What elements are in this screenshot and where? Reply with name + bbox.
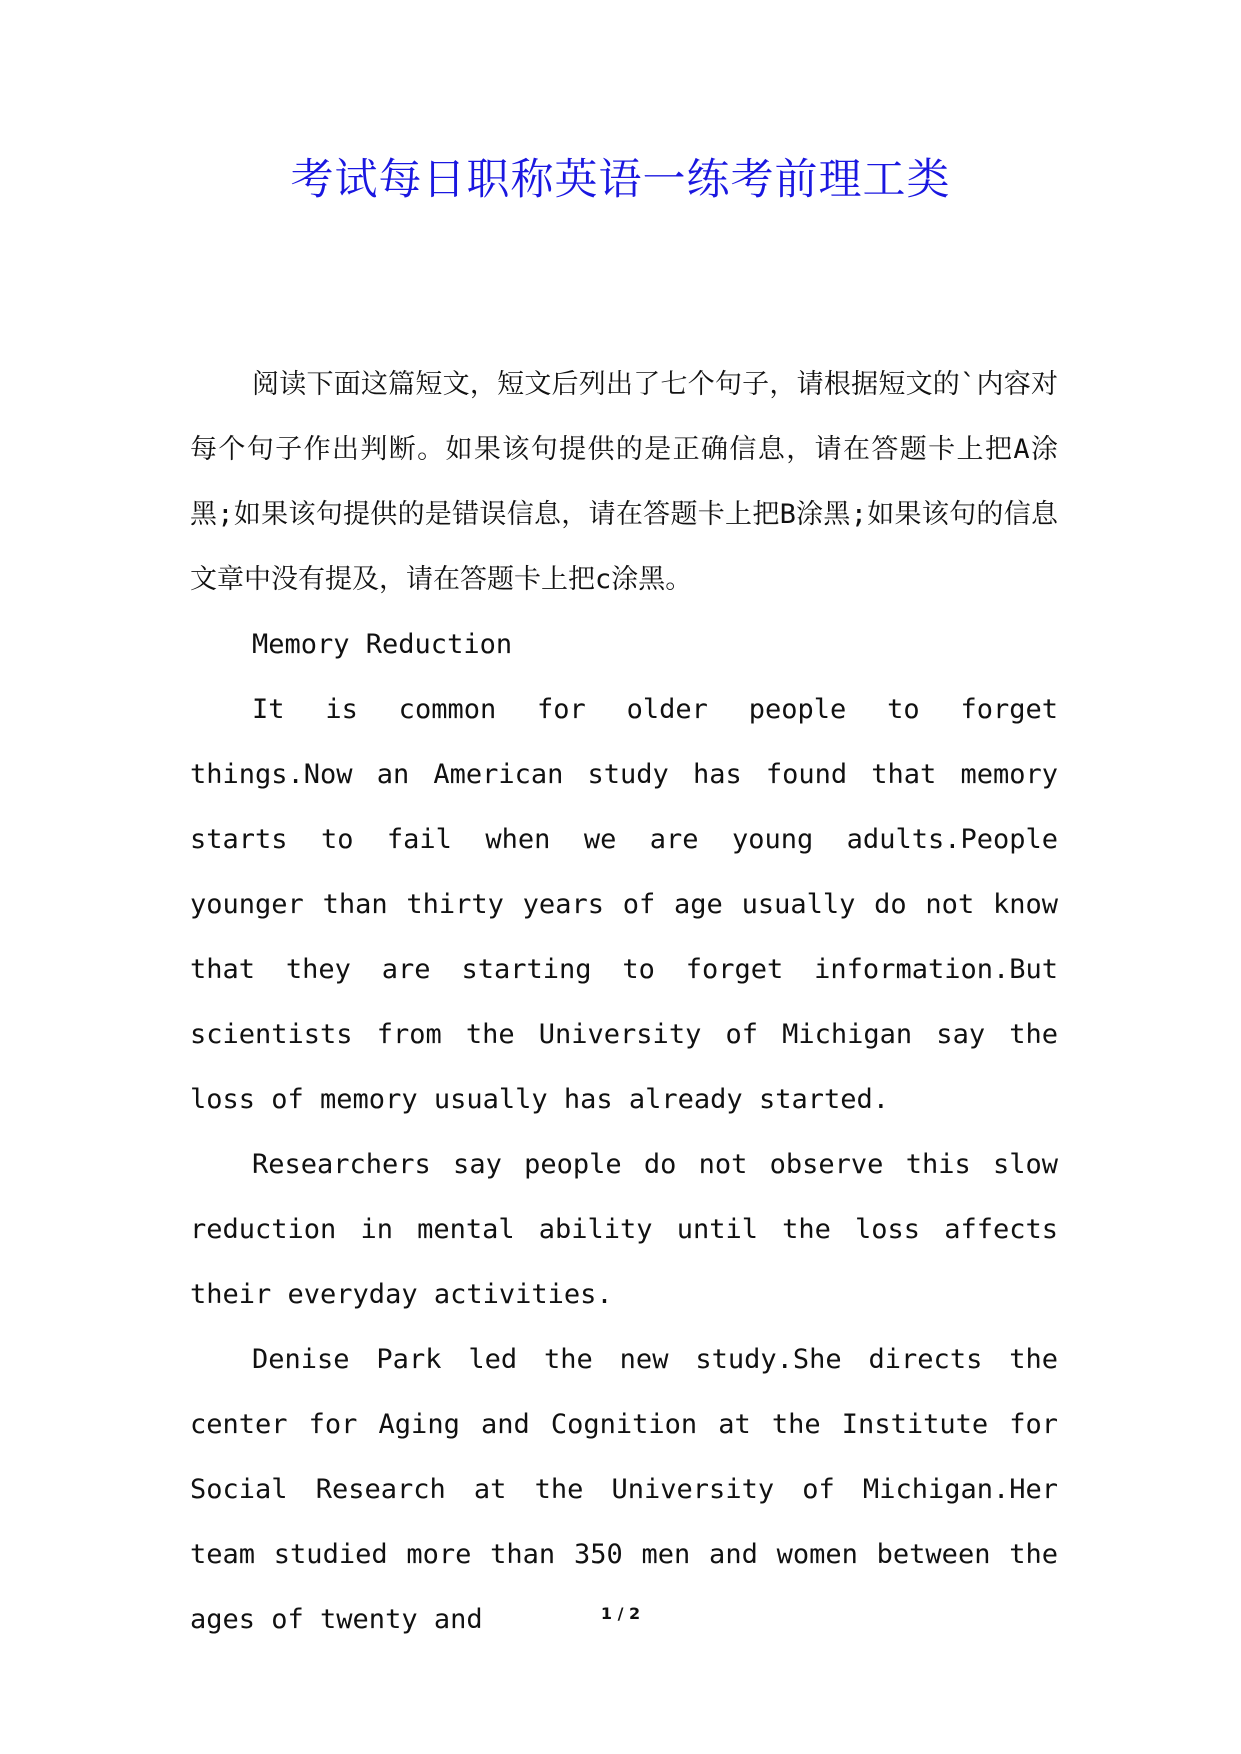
passage-paragraph-3: Denise Park led the new study.She directs the center for Aging and Cognition at the Institute for Social Research at the University of Michigan.Her team studied more than 350 men and women between the ages of twenty and	[190, 1344, 1058, 1635]
page-number: 1 / 2	[600, 1604, 641, 1623]
instructions-paragraph: 阅读下面这篇短文，短文后列出了七个句子，请根据短文的`内容对每个句子作出判断。如果该句提供的是正确信息，请在答题卡上把A涂黑;如果该句提供的是错误信息，请在答题卡上把B涂黑;如果该句的信息文章中没有提及，请在答题卡上把c涂黑。	[190, 369, 1058, 595]
document-title: 考试每日职称英语一练考前理工类	[290, 155, 951, 205]
passage-heading: Memory Reduction	[252, 629, 513, 660]
passage-paragraph-2: Researchers say people do not observe this slow reduction in mental ability until the loss affects their everyday activities.	[190, 1149, 1058, 1310]
document-body	[190, 352, 1058, 1652]
passage-paragraph-1: It is common for older people to forget things.Now an American study has found that memory starts to fail when we are young adults.People younger than thirty years of age usually do not know that they are starting to forget information.But scientists from the University of Michigan say the loss of memory usually has already started.	[190, 694, 1058, 1115]
